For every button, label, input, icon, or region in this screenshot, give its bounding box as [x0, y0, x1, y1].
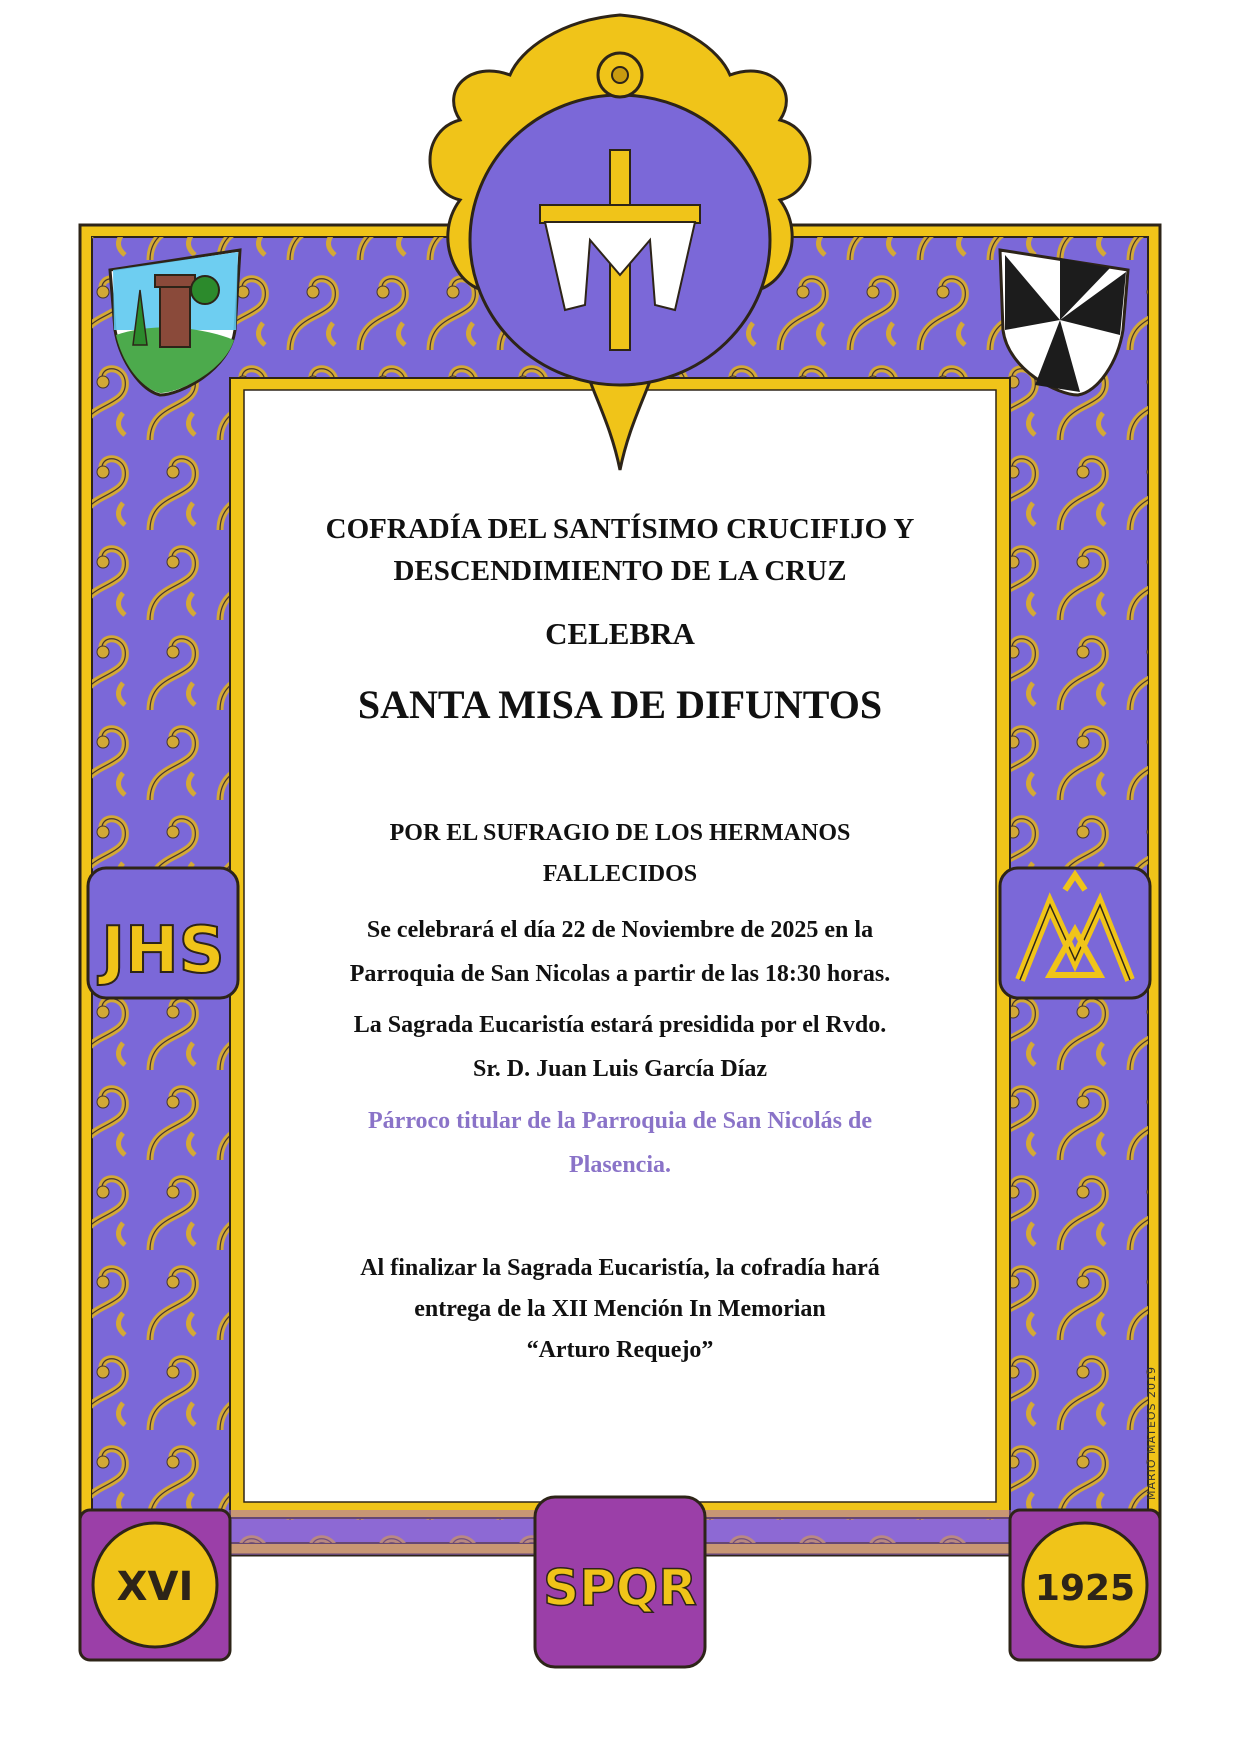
event-title: SANTA MISA DE DIFUNTOS [357, 682, 883, 727]
parroco-text: Párroco titular de la Parroquia de San Nicolás de Plasencia. [368, 1108, 872, 1178]
jhs-medallion [88, 868, 238, 998]
presider-text: La Sagrada Eucaristía estará presidida por el Rvdo. Sr. D. Juan Luis García Díaz [353, 1012, 887, 1082]
mencion-text: Al finalizar la Sagrada Eucaristía, la cofradía hará entrega de la XII Mención In Memorian “Arturo Requejo” [360, 1255, 880, 1363]
medallion-1925: 1925 [1034, 1568, 1136, 1609]
sufragio-text: POR EL SUFRAGIO DE LOS HERMANOS FALLECIDOS [389, 820, 851, 887]
medallion-left [80, 1510, 230, 1660]
medallion-center [535, 1497, 705, 1667]
jhs-monogram: JHS [101, 914, 225, 988]
artist-signature: MARIO MATEOS 2019 [1145, 1365, 1158, 1500]
confraternity-name: COFRADÍA DEL SANTÍSIMO CRUCIFIJO Y DESCENDIMIENTO DE LA CRUZ [325, 513, 915, 587]
invitation-text [245, 390, 995, 1500]
celebra-label: CELEBRA [545, 616, 695, 651]
medallion-right [1010, 1510, 1160, 1660]
medallion-spqr: SPQR [543, 1559, 697, 1617]
date-text: Se celebrará el día 22 de Noviembre de 2025 en la Parroquia de San Nicolas a partir de las 18:30 horas. [349, 917, 891, 987]
medallion-xvi: XVI [116, 1564, 194, 1610]
marian-monogram-icon [1000, 868, 1150, 998]
